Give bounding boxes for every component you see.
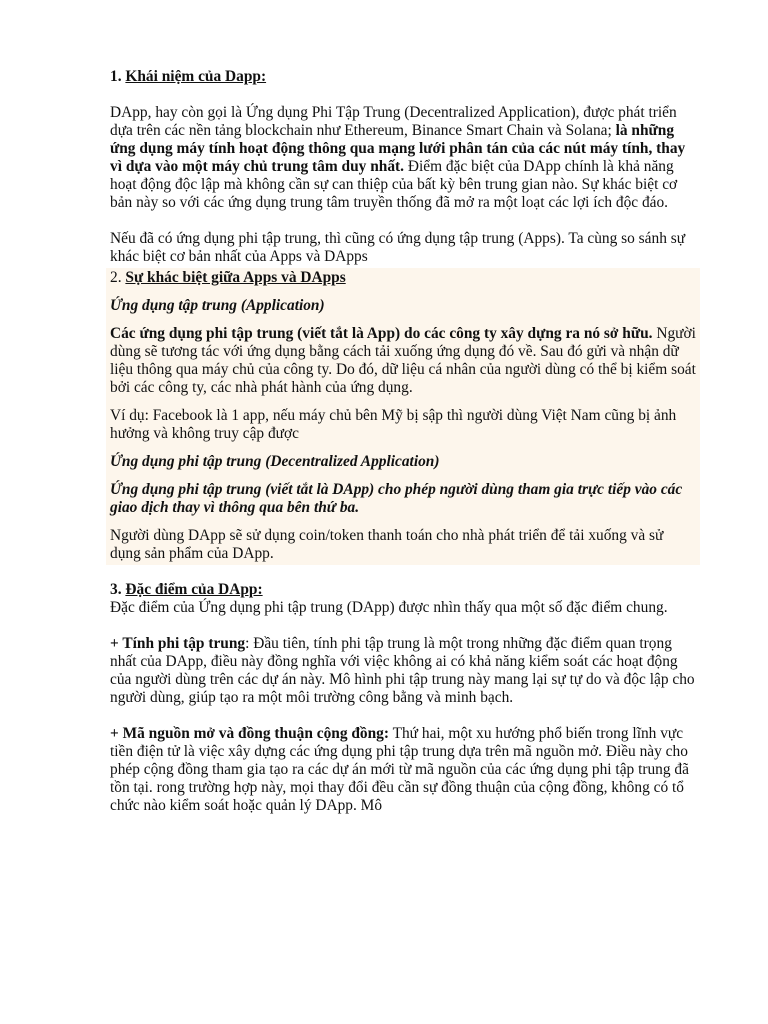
section-3-intro: Đặc điểm của Ứng dụng phi tập trung (DApp) được nhìn thấy qua một số đặc điểm chung. xyxy=(110,599,668,616)
app-subtitle xyxy=(110,297,696,325)
section-1-title: Khái niệm của Dapp: xyxy=(125,68,267,85)
comparison-highlight-block xyxy=(106,268,700,565)
dapp-paragraph-1 xyxy=(110,481,696,527)
para1-text-a: DApp, hay còn gọi là Ứng dụng Phi Tập Trung (Decentralized Application), được phát triển dựa trên các nền tảng blockchain như Ethereum, Binance Smart Chain và Solana; xyxy=(110,104,677,139)
app-subtitle-text: Ứng dụng tập trung (Application) xyxy=(110,297,325,314)
section-1-number: 1. xyxy=(110,68,126,85)
dapp-paragraph-1-text: Ứng dụng phi tập trung (viết tắt là DApp) cho phép người dùng tham gia trực tiếp vào các giao dịch thay vì thông qua bên thứ ba. xyxy=(110,481,683,516)
app-paragraph-1-bold: Các ứng dụng phi tập trung (viết tắt là App) do các công ty xây dựng ra nó sở hữu. xyxy=(110,325,653,342)
section-3-title: Đặc điểm của DApp: xyxy=(125,581,263,598)
dapp-subtitle xyxy=(110,453,696,481)
section-1-paragraph-2: Nếu đã có ứng dụng phi tập trung, thì cũng có ứng dụng tập trung (Apps). Ta cùng so sánh sự khác biệt cơ bản nhất của Apps và DApps xyxy=(110,230,686,265)
dapp-paragraph-2: Người dùng DApp sẽ sử dụng coin/token thanh toán cho nhà phát triển để tải xuống và sử dụng sản phẩm của DApp. xyxy=(110,527,664,562)
para1-text-bold: là những ứng dụng máy tính hoạt động thông qua mạng lưới phân tán của các nút máy tính, thay vì dựa vào một máy chủ trung tâm duy nhất. xyxy=(110,122,686,175)
document-page xyxy=(110,68,700,815)
para1-text-c: Điểm đặc biệt của DApp chính là khả năng hoạt động độc lập mà không cần sự can thiệp của bất kỳ bên trung gian nào. Sự khác biệt cơ bản này so với các ứng dụng trung tâm truyền thống đã mở ra một loạt các lợi ích độc đáo. xyxy=(110,158,678,211)
app-example-paragraph: Ví dụ: Facebook là 1 app, nếu máy chủ bên Mỹ bị sập thì người dùng Việt Nam cũng bị ảnh hưởng và không truy cập được xyxy=(110,407,677,442)
section-2-heading xyxy=(110,268,696,297)
feature-decentralization xyxy=(110,635,700,707)
section-1-paragraph-1 xyxy=(110,104,700,212)
section-3-heading xyxy=(110,581,700,599)
app-paragraph-1 xyxy=(110,325,696,407)
app-paragraph-1-rest: Người dùng sẽ tương tác với ứng dụng bằng cách tải xuống ứng dụng đó về. Sau đó gửi và nhận dữ liệu thông qua máy chủ của công ty. Do đó, dữ liệu cá nhân của người dùng có thể bị kiểm soát bởi các công ty, các nhà phát hành của ứng dụng. xyxy=(110,325,696,396)
feature-2-text: Thứ hai, một xu hướng phổ biến trong lĩnh vực tiền điện tử là việc xây dựng các ứng dụng phi tập trung dựa trên mã nguồn mở. Điều này cho phép cộng đồng tham gia tạo ra các dự án mới từ mã nguồn của các ứng dụng phi tập trung đã tồn tại. rong trường hợp này, mọi thay đổi đều cần sự đồng thuận của cộng đồng, không có tổ chức nào kiểm soát hoặc quản lý DApp. Mô xyxy=(110,725,689,814)
section-2-title: Sự khác biệt giữa Apps và DApps xyxy=(125,269,346,286)
feature-1-text: : Đầu tiên, tính phi tập trung là một trong những đặc điểm quan trọng nhất của DApp, điều này đồng nghĩa với việc không ai có khả năng kiểm soát các hoạt động của người dùng trên các dự án này. Mô hình phi tập trung này mang lại sự tự do và độc lập cho người dùng, giúp tạo ra một môi trường công bằng và minh bạch. xyxy=(110,635,695,706)
feature-open-source xyxy=(110,725,700,815)
section-3-number: 3. xyxy=(110,581,126,598)
section-2-number: 2. xyxy=(110,269,126,286)
feature-1-label: + Tính phi tập trung xyxy=(110,635,246,652)
dapp-subtitle-text: Ứng dụng phi tập trung (Decentralized Application) xyxy=(110,453,440,470)
feature-2-label: + Mã nguồn mở và đồng thuận cộng đồng: xyxy=(110,725,390,742)
section-1-heading xyxy=(110,68,700,86)
